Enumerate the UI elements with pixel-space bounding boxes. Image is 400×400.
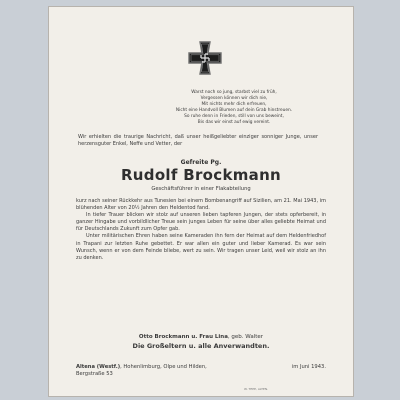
- poem-line: Vergessen können wir dich nie,: [200, 96, 268, 102]
- street-label: Bergstraße 53: [76, 371, 113, 377]
- poem-line: Nicht eine Handvoll Blumen auf dein Grab hinstreuen.: [175, 108, 293, 114]
- intro-text: Wir erhielten die traurige Nachricht, daß unser heißgeliebter einziger sonniger Junge, unser herzensguter Enkel, Neffe und Vetter, der: [78, 134, 318, 147]
- signature-parents: Otto Brockmann u. Frau Lina: [138, 334, 228, 340]
- signature-family: Die Großeltern u. alle Anverwandten.: [132, 342, 270, 350]
- rank-label: Gefreite Pg.: [180, 159, 222, 166]
- signature-block: [48, 333, 354, 351]
- printer-mark: W. TEPE, ALTEN.: [244, 387, 269, 391]
- place-date-block: [76, 364, 326, 378]
- place-city: Altena (Westf.): [76, 364, 121, 370]
- deceased-name: Rudolf Brockmann: [120, 166, 282, 184]
- obituary-card: [48, 6, 354, 397]
- signature-parents-suffix: , geb. Walter: [227, 334, 264, 340]
- poem-line: Mit nichts mehr dich erfreuen,: [201, 102, 267, 108]
- body-paragraph: kurz nach seiner Rückkehr aus Tunesien bei einem Bombenangriff auf Sizilien, am 21. Mai 1943, im blühenden Alter von 20½ Jahren den Heldentod fand.: [76, 198, 326, 212]
- role-label: Geschäftsführer in einer Flakabteilung: [151, 186, 251, 192]
- poem-line: Warst noch so jung, starbst viel zu früh,: [191, 90, 277, 95]
- place-line: [76, 364, 207, 371]
- place-rest: , Hohenlimburg, Olpe und Hilden,: [120, 364, 207, 370]
- memorial-poem: [144, 90, 324, 127]
- obituary-body: [76, 198, 326, 262]
- poem-line: So ruhe denn in Frieden, still von uns beweint,: [184, 114, 284, 120]
- poem-line: Bis das wir einst auf ewig vereint.: [197, 120, 271, 126]
- body-paragraph: In tiefer Trauer blicken wir stolz auf unseren lieben tapferen Jungen, der stets opferbereit, in ganzer Hingabe und vorbildlicher Treue sein junges Leben für seine über alles geliebte Heimat und für Deutschlands Zukunft zum Opfer gab.: [76, 212, 326, 233]
- iron-cross-icon: [187, 40, 223, 76]
- place-date-row: [76, 364, 326, 371]
- signature-parents-line: [48, 333, 354, 342]
- date-label: im Juni 1943.: [291, 364, 326, 370]
- body-paragraph: Unter militärischen Ehren haben seine Kameraden ihn fern der Heimat auf dem Heldenfriedhof in Trapani zur letzten Ruhe gebettet. Er war allen ein guter und lieber Kamerad. Es war sein Wunsch, wenn er von dem Feinde bliebe, wert zu sein. Wir tragen unser Leid, weil wir stolz an ihn zu denken.: [76, 233, 326, 261]
